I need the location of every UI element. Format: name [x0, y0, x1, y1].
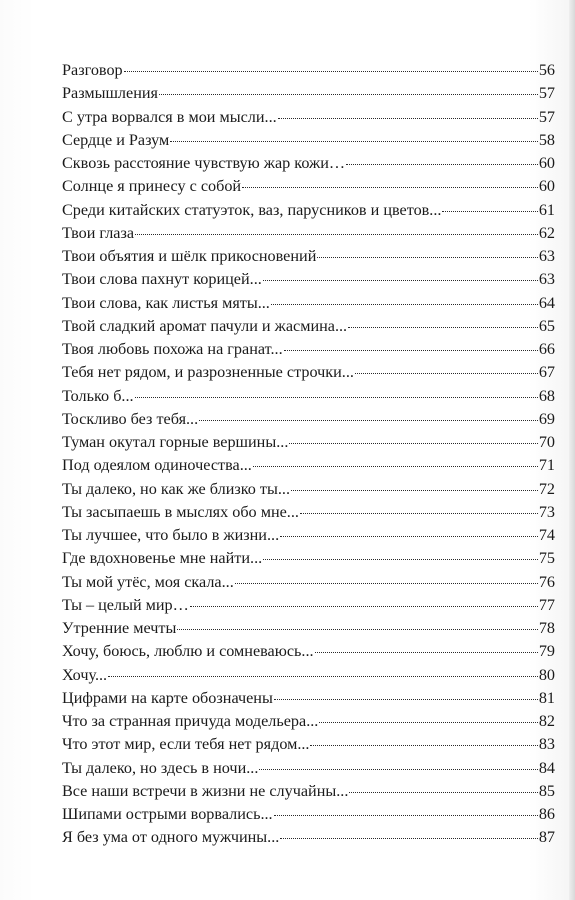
toc-entry-title: Что этот мир, если тебя нет рядом... — [62, 735, 310, 754]
toc-entry — [62, 152, 555, 175]
toc-entry — [62, 268, 555, 291]
toc-entry — [62, 757, 555, 780]
dot-leader — [263, 559, 538, 560]
dot-leader — [235, 583, 538, 584]
toc-entry-title: Ты лучшее, что было в жизни... — [62, 526, 280, 544]
toc-entry-title: Все наши встречи в жизни не случайны... — [62, 781, 349, 800]
toc-entry — [62, 245, 555, 268]
toc-entry-page-number: 67 — [538, 363, 555, 382]
toc-entry-title: Утренние мечты — [62, 619, 177, 637]
toc-entry-page-number: 66 — [538, 340, 555, 358]
toc-entry — [62, 664, 555, 687]
toc-entry-title: Размышления — [62, 84, 158, 103]
dot-leader — [124, 71, 538, 72]
toc-entry-page-number: 85 — [538, 781, 555, 800]
dot-leader — [199, 420, 538, 421]
toc-entry-page-number: 63 — [538, 247, 555, 265]
toc-entry-page-number: 68 — [538, 386, 555, 405]
toc-entry-title: Солнце я принесу с собой — [62, 177, 242, 196]
toc-entry — [62, 431, 555, 454]
toc-entry — [62, 478, 555, 501]
toc-entry-page-number: 70 — [538, 433, 555, 451]
toc-entry-title: Под одеялом одиночества... — [62, 456, 252, 475]
dot-leader — [310, 745, 537, 746]
toc-entry — [62, 640, 555, 663]
toc-entry — [62, 524, 555, 547]
toc-entry-title: Твои объятия и шёлк прикосновений — [62, 247, 317, 265]
dot-leader — [300, 513, 538, 514]
toc-entry — [62, 59, 555, 82]
toc-entry-page-number: 60 — [538, 154, 555, 172]
dot-leader — [135, 397, 538, 398]
toc-entry-title: Твоя любовь похожа на гранат... — [62, 340, 283, 358]
toc-entry-page-number: 60 — [538, 177, 555, 196]
toc-entry-title: Твои глаза — [62, 223, 135, 242]
toc-entry-page-number: 81 — [538, 688, 555, 707]
dot-leader — [190, 606, 538, 607]
toc-entry-page-number: 80 — [538, 665, 555, 684]
dot-leader — [159, 94, 538, 95]
toc-entry — [62, 338, 555, 361]
toc-entry-page-number: 57 — [538, 84, 555, 103]
toc-entry-title: Где вдохновенье мне найти... — [62, 549, 263, 568]
dot-leader — [253, 466, 538, 467]
toc-entry — [62, 199, 555, 222]
toc-entry — [62, 292, 555, 315]
toc-entry-page-number: 71 — [538, 456, 555, 475]
toc-entry-title: С утра ворвался в мои мысли... — [62, 107, 277, 126]
toc-entry — [62, 315, 555, 338]
toc-entry-page-number: 74 — [538, 526, 555, 544]
toc-entry-title: Цифрами на карте обозначены — [62, 688, 273, 707]
toc-entry-title: Ты далеко, но здесь в ночи... — [62, 758, 259, 777]
dot-leader — [177, 629, 537, 630]
toc-entry-page-number: 84 — [538, 758, 555, 777]
toc-entry-page-number: 73 — [538, 502, 555, 521]
toc-entry-title: Тоскливо без тебя... — [62, 409, 199, 428]
toc-entry-page-number: 87 — [538, 828, 555, 847]
toc-entry-title: Шипами острыми ворвались... — [62, 805, 273, 823]
dot-leader — [291, 490, 538, 491]
table-of-contents — [62, 59, 555, 850]
toc-entry — [62, 454, 555, 477]
dot-leader — [263, 280, 538, 281]
dot-leader — [280, 838, 537, 839]
toc-entry — [62, 106, 555, 129]
toc-entry — [62, 826, 555, 849]
toc-entry — [62, 222, 555, 245]
dot-leader — [442, 211, 537, 212]
toc-entry — [62, 617, 555, 640]
toc-entry-page-number: 83 — [538, 735, 555, 754]
toc-entry-title: Я без ума от одного мужчины... — [62, 828, 280, 847]
dot-leader — [355, 373, 538, 374]
toc-entry — [62, 82, 555, 105]
toc-entry-title: Хочу, боюсь, люблю и сомневаюсь... — [62, 642, 314, 661]
toc-entry-page-number: 75 — [538, 549, 555, 568]
dot-leader — [346, 164, 538, 165]
toc-entry-title: Туман окутал горные вершины... — [62, 433, 289, 451]
dot-leader — [242, 187, 538, 188]
toc-entry-title: Твой сладкий аромат пачули и жасмина... — [62, 316, 348, 335]
dot-leader — [135, 234, 538, 235]
toc-entry — [62, 129, 555, 152]
dot-leader — [259, 769, 537, 770]
dot-leader — [274, 815, 538, 816]
toc-entry — [62, 385, 555, 408]
dot-leader — [108, 676, 538, 677]
dot-leader — [271, 304, 538, 305]
toc-entry-title: Ты мой утёс, моя скала... — [62, 572, 234, 591]
toc-entry-page-number: 79 — [538, 642, 555, 661]
toc-entry-title: Ты далеко, но как же близко ты... — [62, 479, 291, 498]
dot-leader — [170, 141, 538, 142]
dot-leader — [315, 652, 538, 653]
toc-entry-title: Сердце и Разум — [62, 130, 170, 149]
toc-entry-page-number: 76 — [538, 572, 555, 591]
toc-entry-page-number: 72 — [538, 479, 555, 498]
dot-leader — [319, 722, 537, 723]
toc-entry — [62, 594, 555, 617]
toc-entry-page-number: 56 — [538, 61, 555, 79]
toc-entry — [62, 687, 555, 710]
toc-entry — [62, 733, 555, 756]
toc-entry-page-number: 69 — [538, 409, 555, 428]
toc-entry — [62, 501, 555, 524]
toc-entry-page-number: 86 — [538, 805, 555, 823]
toc-entry-title: Хочу... — [62, 665, 108, 684]
toc-entry-page-number: 65 — [538, 316, 555, 335]
toc-entry — [62, 780, 555, 803]
toc-entry — [62, 710, 555, 733]
toc-entry-page-number: 77 — [538, 595, 555, 614]
toc-entry-title: Твои слова пахнут корицей... — [62, 270, 262, 289]
toc-entry-title: Что за странная причуда модельера... — [62, 712, 319, 730]
toc-entry — [62, 408, 555, 431]
toc-entry-title: Ты засыпаешь в мыслях обо мне... — [62, 502, 299, 521]
toc-entry-page-number: 62 — [538, 223, 555, 242]
toc-entry-title: Среди китайских статуэток, ваз, парусников и цветов... — [62, 200, 442, 219]
dot-leader — [349, 792, 537, 793]
toc-entry-title: Ты – целый мир… — [62, 595, 189, 614]
toc-entry-title: Только б... — [62, 386, 134, 405]
dot-leader — [348, 327, 538, 328]
toc-entry — [62, 571, 555, 594]
toc-entry-page-number: 82 — [538, 712, 555, 730]
toc-entry-page-number: 58 — [538, 130, 555, 149]
toc-entry — [62, 361, 555, 384]
toc-entry — [62, 803, 555, 826]
toc-entry-page-number: 63 — [538, 270, 555, 289]
dot-leader — [280, 536, 538, 537]
toc-entry-title: Сквозь расстояние чувствую жар кожи… — [62, 154, 346, 172]
toc-entry-title: Разговор — [62, 61, 123, 79]
toc-entry — [62, 175, 555, 198]
page-edge-shadow — [569, 0, 575, 900]
dot-leader — [278, 118, 538, 119]
toc-entry-page-number: 78 — [538, 619, 555, 637]
dot-leader — [289, 443, 537, 444]
toc-entry-page-number: 57 — [538, 107, 555, 126]
toc-entry-title: Тебя нет рядом, и разрозненные строчки... — [62, 363, 354, 382]
toc-entry-page-number: 61 — [538, 200, 555, 219]
toc-entry — [62, 547, 555, 570]
toc-entry-title: Твои слова, как листья мяты... — [62, 293, 270, 312]
dot-leader — [284, 350, 538, 351]
dot-leader — [317, 257, 537, 258]
toc-entry-page-number: 64 — [538, 293, 555, 312]
dot-leader — [274, 699, 538, 700]
